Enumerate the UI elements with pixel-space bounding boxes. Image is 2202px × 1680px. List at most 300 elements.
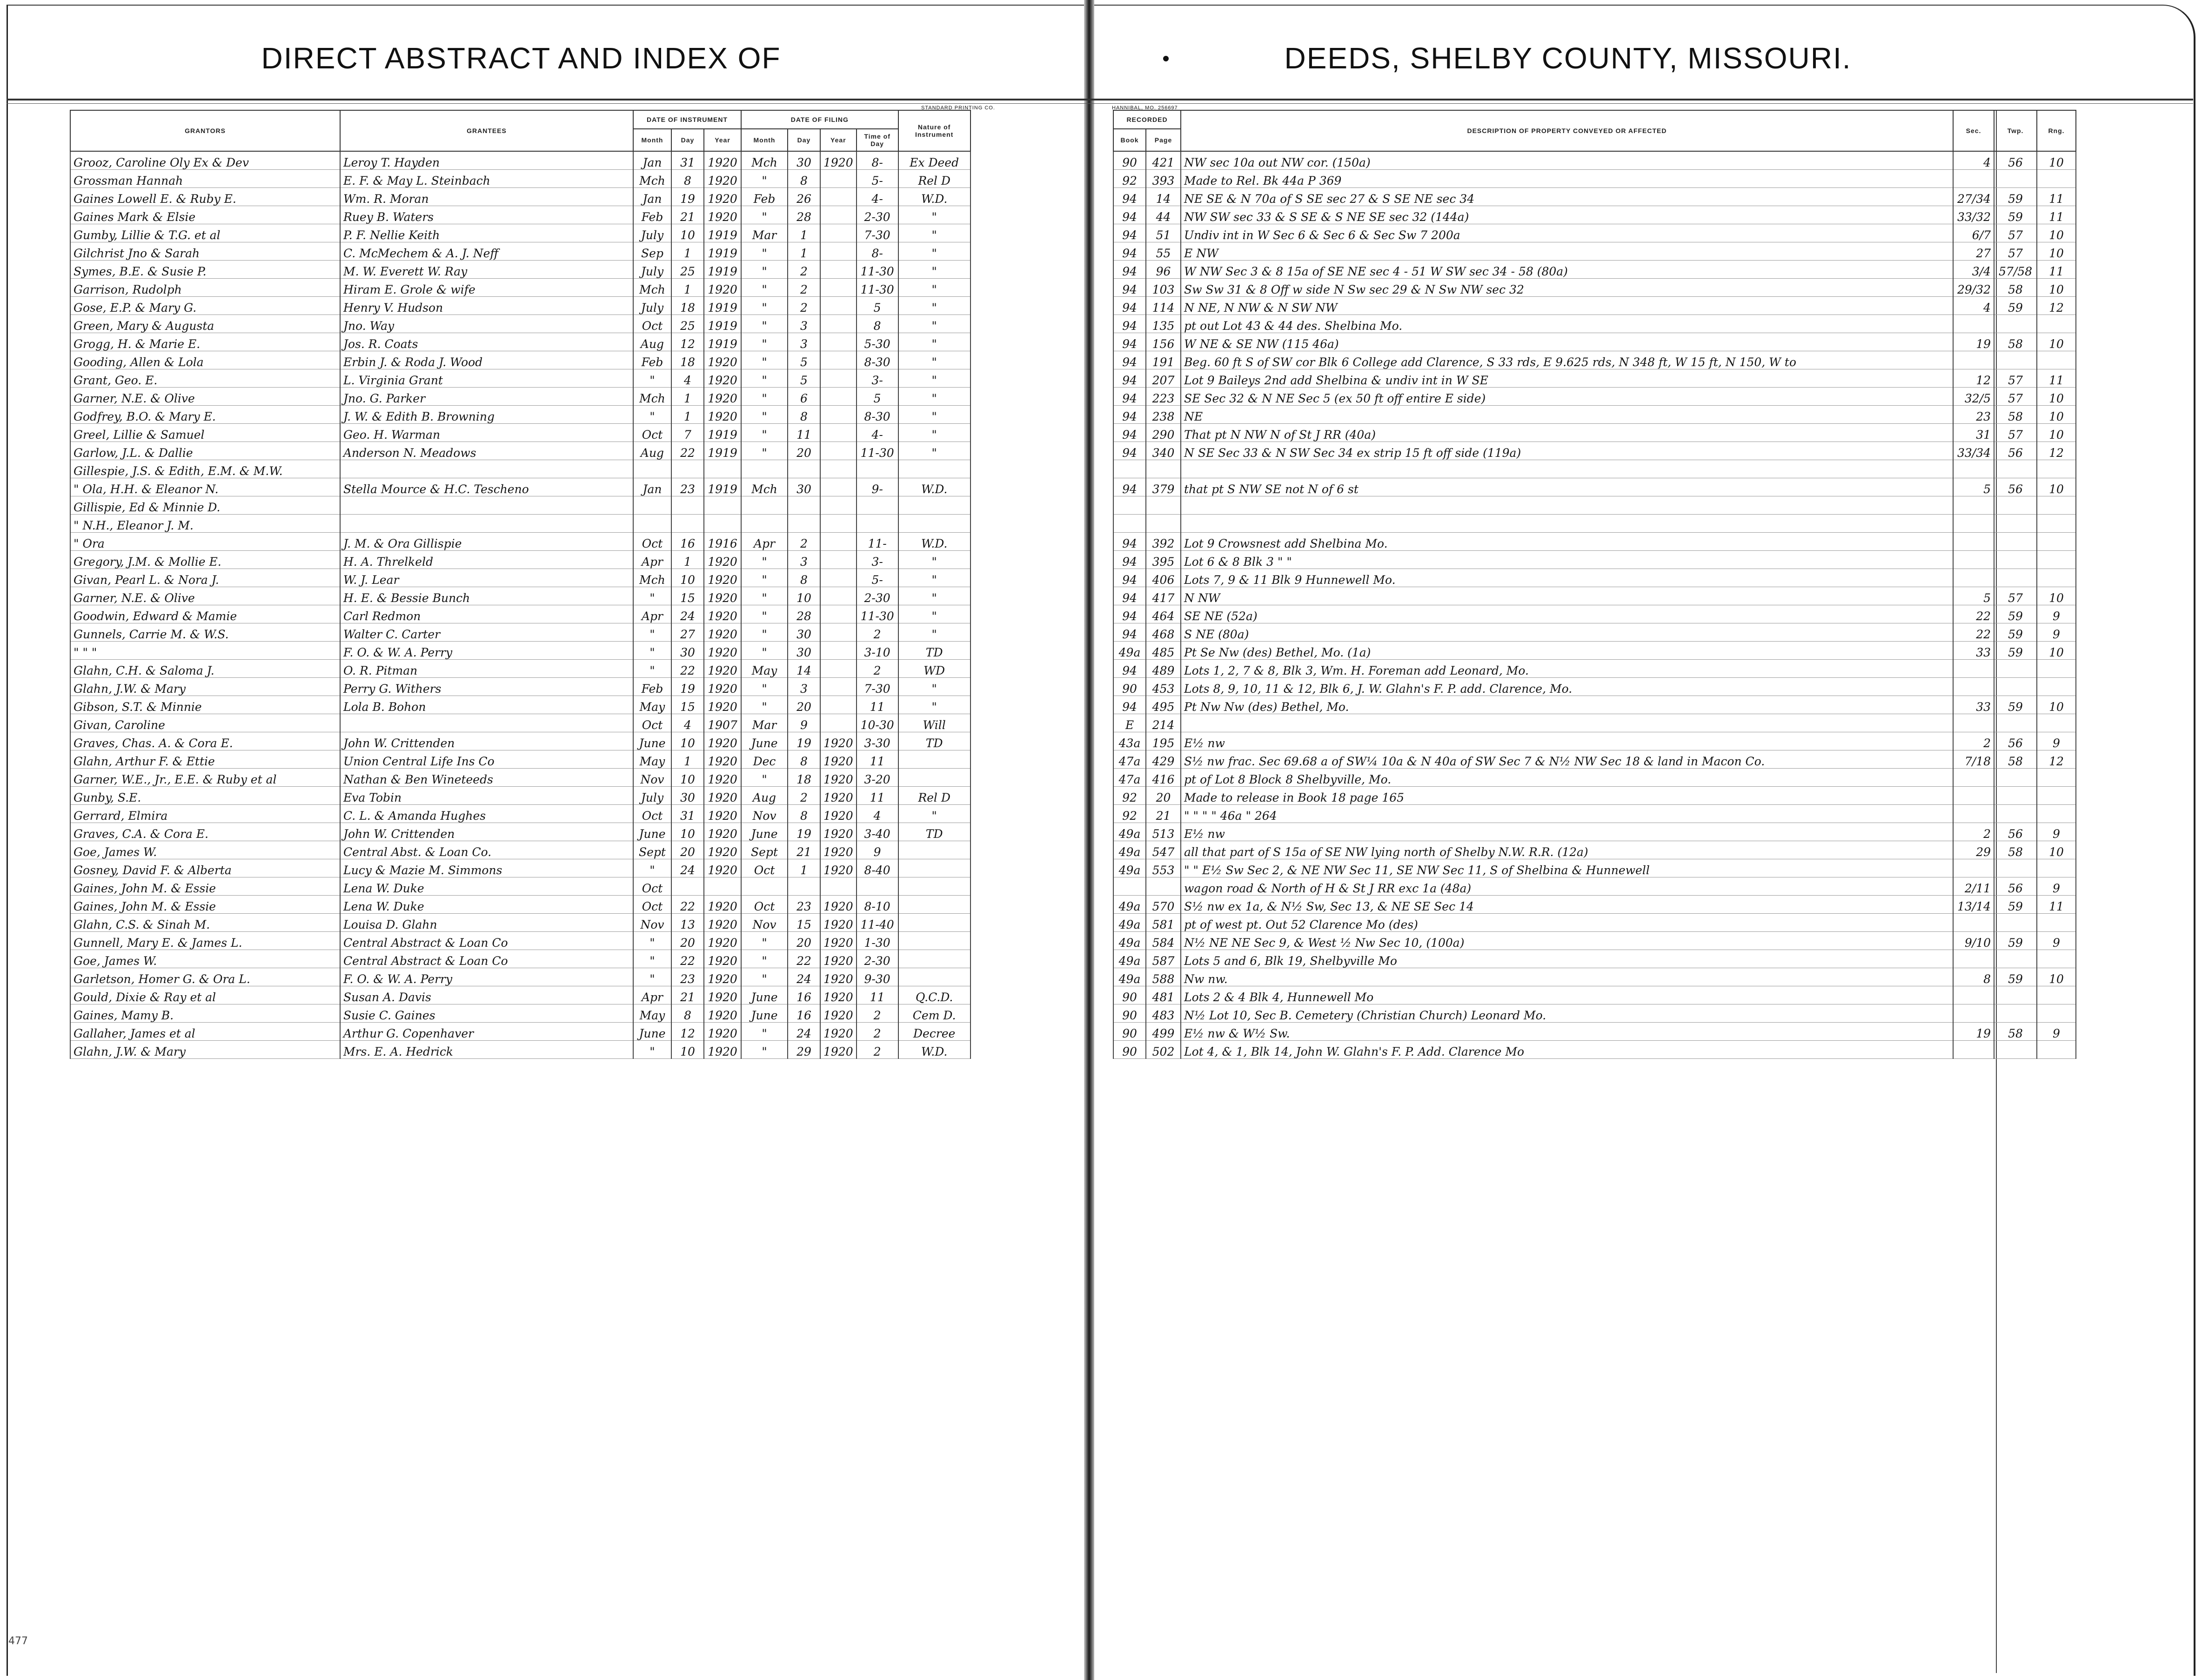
description-cell: NE SE & N 70a of S SE sec 27 & S SE NE sec 34 bbox=[1181, 188, 1953, 206]
table-row bbox=[1107, 261, 2076, 279]
file-day-cell: 2 bbox=[788, 261, 820, 279]
nature-cell: " bbox=[898, 388, 970, 406]
time-cell bbox=[857, 515, 898, 533]
col-twp: Twp. bbox=[1994, 110, 2037, 151]
nature-cell: Decree bbox=[898, 1023, 970, 1041]
description-cell: SE NE (52a) bbox=[1181, 605, 1953, 623]
nature-cell: " bbox=[898, 805, 970, 823]
book-cell: 92 bbox=[1113, 170, 1146, 188]
rng-cell bbox=[2037, 986, 2076, 1004]
file-day-cell: 23 bbox=[788, 896, 820, 914]
page-cell: 481 bbox=[1146, 986, 1181, 1004]
inst-year-cell: 1920 bbox=[704, 279, 741, 297]
spacer-cell bbox=[1107, 932, 1113, 950]
sec-cell: 9/10 bbox=[1953, 932, 1994, 950]
page-cell: 553 bbox=[1146, 859, 1181, 877]
page-cell: 421 bbox=[1146, 151, 1181, 170]
grantee-cell: Jno. G. Parker bbox=[340, 388, 633, 406]
file-year-cell bbox=[820, 261, 857, 279]
grantor-cell: Garner, W.E., Jr., E.E. & Ruby et al bbox=[70, 769, 340, 787]
description-cell: S½ nw frac. Sec 69.68 a of SW¼ 10a & N 40a of SW Sec 7 & N½ NW Sec 18 & land in Macon Co. bbox=[1181, 750, 1953, 769]
table-row bbox=[1107, 551, 2076, 569]
inst-month-cell: Oct bbox=[633, 424, 671, 442]
inst-month-cell: " bbox=[633, 660, 671, 678]
printer-mark: STANDARD PRINTING CO. bbox=[921, 105, 995, 111]
file-day-cell: 30 bbox=[788, 151, 820, 170]
inst-year-cell: 1920 bbox=[704, 369, 741, 388]
page-cell: 395 bbox=[1146, 551, 1181, 569]
col-recorded: RECORDED bbox=[1113, 110, 1181, 129]
description-cell: S½ nw ex 1a, & N½ Sw, Sec 13, & NE SE Sec 14 bbox=[1181, 896, 1953, 914]
page-cell: 191 bbox=[1146, 351, 1181, 369]
inst-month-cell: Oct bbox=[633, 896, 671, 914]
twp-cell: 59 bbox=[1994, 696, 2037, 714]
spacer-cell bbox=[1107, 151, 1113, 170]
time-cell: 2-30 bbox=[857, 206, 898, 224]
file-month-cell: " bbox=[741, 587, 788, 605]
time-cell: 4- bbox=[857, 188, 898, 206]
page-cell: 416 bbox=[1146, 769, 1181, 787]
grantee-cell: Union Central Life Ins Co bbox=[340, 750, 633, 769]
inst-day-cell: 1 bbox=[671, 750, 704, 769]
page-cell: 429 bbox=[1146, 750, 1181, 769]
time-cell: 5 bbox=[857, 297, 898, 315]
book-cell: 90 bbox=[1113, 151, 1146, 170]
spacer-cell bbox=[1107, 478, 1113, 496]
nature-cell: " bbox=[898, 206, 970, 224]
time-cell: 2-30 bbox=[857, 950, 898, 968]
inst-year-cell: 1920 bbox=[704, 170, 741, 188]
nature-cell: " bbox=[898, 569, 970, 587]
table-row bbox=[1107, 151, 2076, 170]
description-cell bbox=[1181, 460, 1953, 478]
grantee-cell: Central Abst. & Loan Co. bbox=[340, 841, 633, 859]
spacer-cell bbox=[1107, 968, 1113, 986]
table-row bbox=[70, 515, 970, 533]
inst-year-cell: 1919 bbox=[704, 478, 741, 496]
time-cell: 2 bbox=[857, 1004, 898, 1023]
grantor-cell: Gunnels, Carrie M. & W.S. bbox=[70, 623, 340, 642]
description-cell: Lot 6 & 8 Blk 3 " " bbox=[1181, 551, 1953, 569]
spacer-cell bbox=[1107, 750, 1113, 769]
table-row bbox=[1107, 605, 2076, 623]
description-cell: NW sec 10a out NW cor. (150a) bbox=[1181, 151, 1953, 170]
file-month-cell: " bbox=[741, 642, 788, 660]
file-year-cell bbox=[820, 442, 857, 460]
grantee-cell: W. J. Lear bbox=[340, 569, 633, 587]
nature-cell: " bbox=[898, 297, 970, 315]
grantor-cell: Gerrard, Elmira bbox=[70, 805, 340, 823]
inst-year-cell: 1920 bbox=[704, 950, 741, 968]
inst-year-cell: 1920 bbox=[704, 351, 741, 369]
inst-year-cell: 1919 bbox=[704, 424, 741, 442]
table-row bbox=[1107, 896, 2076, 914]
grantor-cell: Grogg, H. & Marie E. bbox=[70, 333, 340, 351]
table-row bbox=[1107, 805, 2076, 823]
table-row bbox=[1107, 333, 2076, 351]
table-row bbox=[70, 732, 970, 750]
inst-day-cell bbox=[671, 877, 704, 896]
rng-cell: 9 bbox=[2037, 623, 2076, 642]
grantor-cell: " Ola, H.H. & Eleanor N. bbox=[70, 478, 340, 496]
twp-cell bbox=[1994, 170, 2037, 188]
grantor-cell: Gibson, S.T. & Minnie bbox=[70, 696, 340, 714]
inst-month-cell: " bbox=[633, 968, 671, 986]
inst-year-cell: 1920 bbox=[704, 750, 741, 769]
grantor-cell: Glahn, Arthur F. & Ettie bbox=[70, 750, 340, 769]
time-cell: 5- bbox=[857, 170, 898, 188]
inst-day-cell: 4 bbox=[671, 369, 704, 388]
inst-month-cell: Jan bbox=[633, 478, 671, 496]
spacer-cell bbox=[1107, 515, 1113, 533]
inst-month-cell: Aug bbox=[633, 442, 671, 460]
time-cell: 8 bbox=[857, 315, 898, 333]
file-year-cell bbox=[820, 388, 857, 406]
grantor-cell: Garner, N.E. & Olive bbox=[70, 587, 340, 605]
table-row bbox=[70, 896, 970, 914]
inst-month-cell: " bbox=[633, 587, 671, 605]
page-cell: 581 bbox=[1146, 914, 1181, 932]
inst-day-cell: 25 bbox=[671, 261, 704, 279]
inst-day-cell: 1 bbox=[671, 551, 704, 569]
grantor-cell: Gaines Lowell E. & Ruby E. bbox=[70, 188, 340, 206]
spacer-cell bbox=[1107, 1023, 1113, 1041]
spacer-cell bbox=[1107, 351, 1113, 369]
file-year-cell: 1920 bbox=[820, 841, 857, 859]
book-cell: 94 bbox=[1113, 605, 1146, 623]
time-cell: 10-30 bbox=[857, 714, 898, 732]
grantee-cell: Louisa D. Glahn bbox=[340, 914, 633, 932]
page-cell: 495 bbox=[1146, 696, 1181, 714]
rng-cell bbox=[2037, 678, 2076, 696]
description-cell: Nw nw. bbox=[1181, 968, 1953, 986]
inst-year-cell: 1920 bbox=[704, 569, 741, 587]
time-cell: 2 bbox=[857, 660, 898, 678]
nature-cell: " bbox=[898, 442, 970, 460]
table-row bbox=[1107, 950, 2076, 968]
left-ledger-table bbox=[70, 110, 971, 1059]
grantor-cell: Gillespie, J.S. & Edith, E.M. & M.W. bbox=[70, 460, 340, 478]
book-cell: 90 bbox=[1113, 1004, 1146, 1023]
book-cell: 94 bbox=[1113, 224, 1146, 242]
file-month-cell: Nov bbox=[741, 914, 788, 932]
twp-cell: 59 bbox=[1994, 932, 2037, 950]
inst-year-cell: 1920 bbox=[704, 678, 741, 696]
table-row bbox=[1107, 587, 2076, 605]
nature-cell: " bbox=[898, 551, 970, 569]
time-cell: 2 bbox=[857, 623, 898, 642]
nature-cell: " bbox=[898, 224, 970, 242]
table-row bbox=[1107, 388, 2076, 406]
grantee-cell: J. W. & Edith B. Browning bbox=[340, 406, 633, 424]
nature-cell bbox=[898, 750, 970, 769]
sec-cell: 27 bbox=[1953, 242, 1994, 261]
twp-cell: 56 bbox=[1994, 823, 2037, 841]
twp-cell: 59 bbox=[1994, 206, 2037, 224]
grantor-cell: " N.H., Eleanor J. M. bbox=[70, 515, 340, 533]
book-cell: 94 bbox=[1113, 660, 1146, 678]
spacer-cell bbox=[1107, 805, 1113, 823]
right-ledger-body bbox=[1107, 151, 2076, 1059]
grantee-cell: Ruey B. Waters bbox=[340, 206, 633, 224]
sec-cell: 29/32 bbox=[1953, 279, 1994, 297]
file-year-cell: 1920 bbox=[820, 986, 857, 1004]
grantor-cell: " Ora bbox=[70, 533, 340, 551]
sec-cell bbox=[1953, 678, 1994, 696]
spacer-cell bbox=[1107, 660, 1113, 678]
rng-cell: 10 bbox=[2037, 968, 2076, 986]
grantor-cell: Gunby, S.E. bbox=[70, 787, 340, 805]
book-cell: 94 bbox=[1113, 533, 1146, 551]
page-cell: 587 bbox=[1146, 950, 1181, 968]
description-cell bbox=[1181, 496, 1953, 515]
inst-year-cell: 1919 bbox=[704, 242, 741, 261]
grantor-cell: Goe, James W. bbox=[70, 841, 340, 859]
inst-year-cell: 1920 bbox=[704, 896, 741, 914]
file-day-cell: 3 bbox=[788, 678, 820, 696]
inst-year-cell: 1920 bbox=[704, 406, 741, 424]
twp-cell: 59 bbox=[1994, 642, 2037, 660]
nature-cell: " bbox=[898, 623, 970, 642]
description-cell: Lot 4, & 1, Blk 14, John W. Glahn's F. P. Add. Clarence Mo bbox=[1181, 1041, 1953, 1059]
sec-cell: 6/7 bbox=[1953, 224, 1994, 242]
table-row bbox=[70, 986, 970, 1004]
twp-cell: 57 bbox=[1994, 388, 2037, 406]
rng-cell: 10 bbox=[2037, 696, 2076, 714]
inst-year-cell: 1916 bbox=[704, 533, 741, 551]
file-day-cell: 20 bbox=[788, 442, 820, 460]
sec-cell bbox=[1953, 551, 1994, 569]
book-cell: 92 bbox=[1113, 787, 1146, 805]
time-cell: 11- bbox=[857, 533, 898, 551]
grantee-cell: Central Abstract & Loan Co bbox=[340, 950, 633, 968]
file-day-cell: 1 bbox=[788, 224, 820, 242]
file-year-cell bbox=[820, 623, 857, 642]
spacer-cell bbox=[1107, 877, 1113, 896]
table-row bbox=[70, 968, 970, 986]
file-day-cell bbox=[788, 496, 820, 515]
page-cell: 223 bbox=[1146, 388, 1181, 406]
table-row bbox=[1107, 823, 2076, 841]
col-page: Page bbox=[1146, 129, 1181, 151]
inst-day-cell: 31 bbox=[671, 805, 704, 823]
table-row bbox=[70, 424, 970, 442]
rng-cell bbox=[2037, 950, 2076, 968]
rng-cell bbox=[2037, 533, 2076, 551]
rng-cell: 11 bbox=[2037, 369, 2076, 388]
inst-month-cell: Oct bbox=[633, 533, 671, 551]
table-row bbox=[1107, 714, 2076, 732]
sec-cell bbox=[1953, 515, 1994, 533]
time-cell: 3- bbox=[857, 369, 898, 388]
grantee-cell: Henry V. Hudson bbox=[340, 297, 633, 315]
grantor-cell: Gaines, Mamy B. bbox=[70, 1004, 340, 1023]
table-row bbox=[1107, 242, 2076, 261]
top-rule bbox=[7, 99, 2193, 100]
spacer-cell bbox=[1107, 732, 1113, 750]
file-day-cell: 8 bbox=[788, 805, 820, 823]
table-row bbox=[1107, 351, 2076, 369]
table-row bbox=[70, 333, 970, 351]
file-month-cell: " bbox=[741, 369, 788, 388]
grantor-cell: Glahn, C.S. & Sinah M. bbox=[70, 914, 340, 932]
rng-cell bbox=[2037, 515, 2076, 533]
inst-day-cell: 18 bbox=[671, 297, 704, 315]
file-year-cell bbox=[820, 170, 857, 188]
description-cell: Lot 9 Baileys 2nd add Shelbina & undiv int in W SE bbox=[1181, 369, 1953, 388]
table-row bbox=[70, 914, 970, 932]
file-month-cell: Mar bbox=[741, 224, 788, 242]
time-cell: 8-30 bbox=[857, 406, 898, 424]
inst-day-cell bbox=[671, 515, 704, 533]
inst-month-cell: Feb bbox=[633, 351, 671, 369]
table-row bbox=[70, 950, 970, 968]
inst-day-cell: 10 bbox=[671, 1041, 704, 1059]
file-month-cell: May bbox=[741, 660, 788, 678]
book-cell: 94 bbox=[1113, 696, 1146, 714]
grantee-cell: F. O. & W. A. Perry bbox=[340, 968, 633, 986]
inst-year-cell: 1920 bbox=[704, 732, 741, 750]
nature-cell: W.D. bbox=[898, 1041, 970, 1059]
time-cell: 4- bbox=[857, 424, 898, 442]
grantor-cell: Gosney, David F. & Alberta bbox=[70, 859, 340, 877]
book-cell: 94 bbox=[1113, 188, 1146, 206]
book-cell: 49a bbox=[1113, 932, 1146, 950]
inst-month-cell: June bbox=[633, 823, 671, 841]
grantee-cell bbox=[340, 515, 633, 533]
book-cell: 49a bbox=[1113, 642, 1146, 660]
book-cell: 94 bbox=[1113, 279, 1146, 297]
col-grantees: GRANTEES bbox=[340, 110, 633, 151]
table-row bbox=[1107, 877, 2076, 896]
time-cell: 8-40 bbox=[857, 859, 898, 877]
sec-cell: 5 bbox=[1953, 587, 1994, 605]
table-row bbox=[1107, 460, 2076, 478]
grantor-cell: Gumby, Lillie & T.G. et al bbox=[70, 224, 340, 242]
table-row bbox=[1107, 769, 2076, 787]
description-cell: E½ nw & W½ Sw. bbox=[1181, 1023, 1953, 1041]
file-day-cell: 26 bbox=[788, 188, 820, 206]
rng-cell: 11 bbox=[2037, 188, 2076, 206]
description-cell: wagon road & North of H & St J RR exc 1a (48a) bbox=[1181, 877, 1953, 896]
twp-cell bbox=[1994, 714, 2037, 732]
page-cell: 513 bbox=[1146, 823, 1181, 841]
book-cell: 94 bbox=[1113, 297, 1146, 315]
file-day-cell bbox=[788, 460, 820, 478]
grantee-cell: P. F. Nellie Keith bbox=[340, 224, 633, 242]
inst-day-cell: 31 bbox=[671, 151, 704, 170]
spacer-cell bbox=[1107, 914, 1113, 932]
grantee-cell: Lena W. Duke bbox=[340, 877, 633, 896]
time-cell bbox=[857, 496, 898, 515]
inst-day-cell: 8 bbox=[671, 170, 704, 188]
file-month-cell: June bbox=[741, 732, 788, 750]
file-year-cell bbox=[820, 551, 857, 569]
grantee-cell: Eva Tobin bbox=[340, 787, 633, 805]
book-cell: 49a bbox=[1113, 896, 1146, 914]
page-cell: 51 bbox=[1146, 224, 1181, 242]
grantee-cell: Mrs. E. A. Hedrick bbox=[340, 1041, 633, 1059]
inst-day-cell: 21 bbox=[671, 206, 704, 224]
table-row bbox=[70, 823, 970, 841]
file-day-cell: 20 bbox=[788, 932, 820, 950]
file-year-cell bbox=[820, 333, 857, 351]
grantee-cell: Leroy T. Hayden bbox=[340, 151, 633, 170]
twp-cell bbox=[1994, 460, 2037, 478]
col-file-day: Day bbox=[788, 129, 820, 151]
table-row bbox=[70, 242, 970, 261]
inst-month-cell: Jan bbox=[633, 188, 671, 206]
col-date-filing: DATE OF FILING bbox=[741, 110, 898, 129]
file-month-cell: " bbox=[741, 442, 788, 460]
nature-cell: TD bbox=[898, 642, 970, 660]
inst-year-cell: 1920 bbox=[704, 841, 741, 859]
file-month-cell: Mar bbox=[741, 714, 788, 732]
description-cell: W NW Sec 3 & 8 15a of SE NE sec 4 - 51 W SW sec 34 - 58 (80a) bbox=[1181, 261, 1953, 279]
book-cell: 94 bbox=[1113, 261, 1146, 279]
inst-month-cell: June bbox=[633, 1023, 671, 1041]
twp-cell: 59 bbox=[1994, 968, 2037, 986]
inst-month-cell: May bbox=[633, 696, 671, 714]
inst-year-cell: 1919 bbox=[704, 333, 741, 351]
page-cell bbox=[1146, 877, 1181, 896]
time-cell: 9-30 bbox=[857, 968, 898, 986]
spacer-cell bbox=[1107, 496, 1113, 515]
sec-cell: 8 bbox=[1953, 968, 1994, 986]
spacer-cell bbox=[1107, 587, 1113, 605]
file-year-cell bbox=[820, 605, 857, 623]
col-nature: Nature of Instrument bbox=[898, 110, 970, 151]
inst-year-cell: 1919 bbox=[704, 297, 741, 315]
sec-cell bbox=[1953, 1004, 1994, 1023]
file-day-cell: 6 bbox=[788, 388, 820, 406]
inst-month-cell: Oct bbox=[633, 714, 671, 732]
rng-cell bbox=[2037, 805, 2076, 823]
table-row bbox=[70, 478, 970, 496]
description-cell: N SE Sec 33 & N SW Sec 34 ex strip 15 ft off side (119a) bbox=[1181, 442, 1953, 460]
nature-cell bbox=[898, 968, 970, 986]
page-cell bbox=[1146, 496, 1181, 515]
file-year-cell bbox=[820, 424, 857, 442]
file-day-cell: 21 bbox=[788, 841, 820, 859]
table-row bbox=[70, 224, 970, 242]
grantee-cell: Wm. R. Moran bbox=[340, 188, 633, 206]
page-cell: 483 bbox=[1146, 1004, 1181, 1023]
spacer-cell bbox=[1107, 406, 1113, 424]
page-cell: 417 bbox=[1146, 587, 1181, 605]
twp-cell: 59 bbox=[1994, 896, 2037, 914]
rng-cell bbox=[2037, 1041, 2076, 1059]
inst-month-cell bbox=[633, 496, 671, 515]
inst-month-cell: " bbox=[633, 932, 671, 950]
table-row bbox=[1107, 1004, 2076, 1023]
description-cell: Lots 2 & 4 Blk 4, Hunnewell Mo bbox=[1181, 986, 1953, 1004]
time-cell: 1-30 bbox=[857, 932, 898, 950]
description-cell: Lots 5 and 6, Blk 19, Shelbyville Mo bbox=[1181, 950, 1953, 968]
inst-day-cell: 19 bbox=[671, 188, 704, 206]
table-row bbox=[70, 1023, 970, 1041]
description-cell: Made to release in Book 18 page 165 bbox=[1181, 787, 1953, 805]
file-day-cell: 18 bbox=[788, 769, 820, 787]
grantee-cell: Walter C. Carter bbox=[340, 623, 633, 642]
nature-cell bbox=[898, 859, 970, 877]
spacer-cell bbox=[1107, 460, 1113, 478]
file-year-cell bbox=[820, 569, 857, 587]
page-cell: 96 bbox=[1146, 261, 1181, 279]
inst-month-cell: Apr bbox=[633, 551, 671, 569]
file-year-cell bbox=[820, 696, 857, 714]
file-day-cell: 24 bbox=[788, 968, 820, 986]
